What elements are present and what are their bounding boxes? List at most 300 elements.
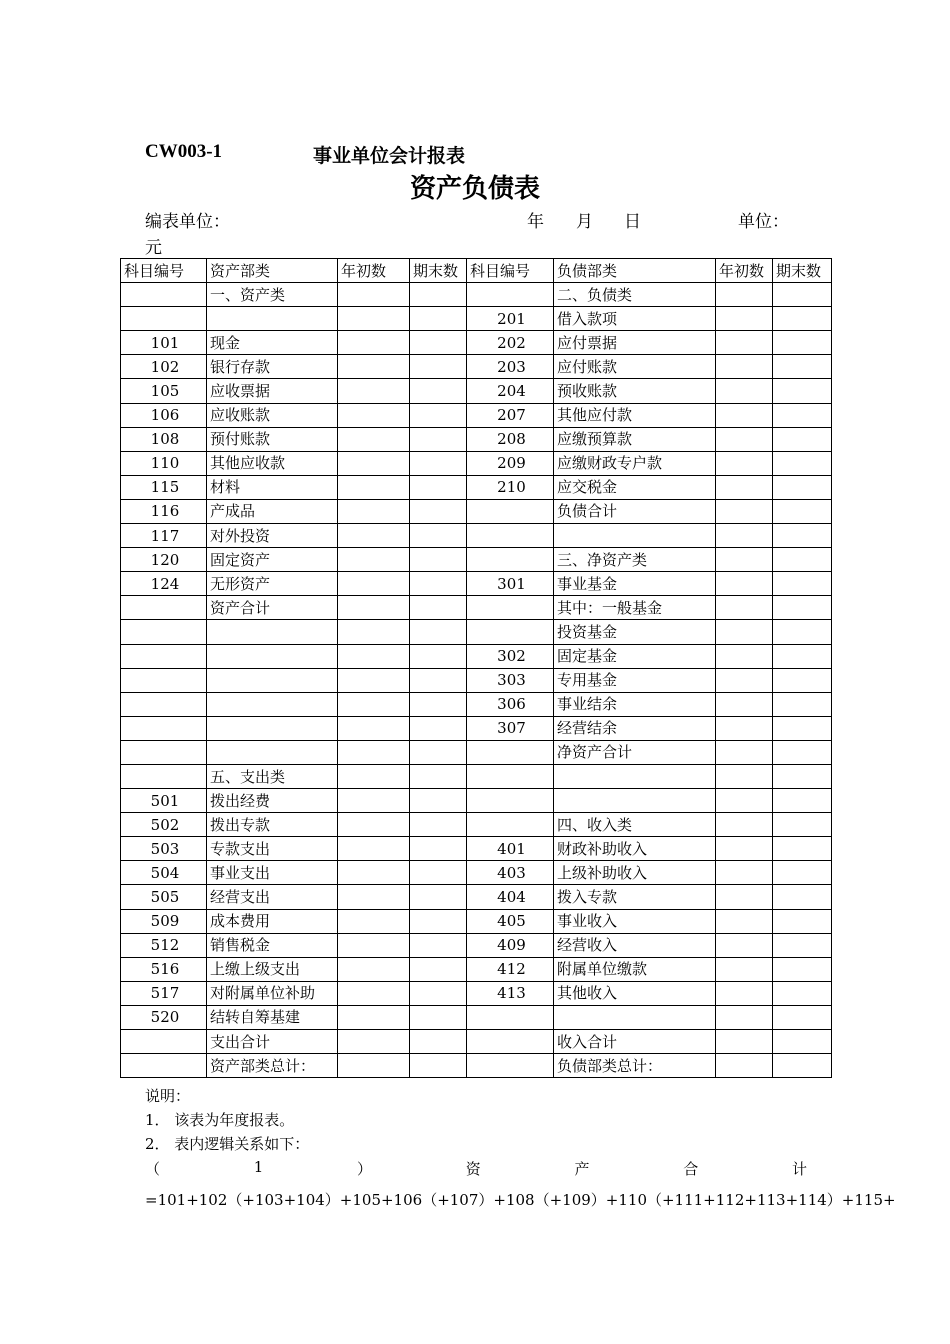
liability-code-cell: 202 <box>467 331 554 355</box>
asset-item-cell <box>207 740 338 764</box>
asset-opening-cell <box>338 981 410 1005</box>
asset-closing-cell <box>410 499 467 523</box>
asset-opening-cell <box>338 548 410 572</box>
asset-opening-cell <box>338 283 410 307</box>
table-row <box>121 668 832 692</box>
note-item-1: 1． 该表为年度报表。 <box>145 1111 295 1129</box>
liability-item-cell: 财政补助收入 <box>554 837 716 861</box>
liability-opening-cell <box>716 379 773 403</box>
formula-char: 资 <box>465 1160 481 1178</box>
asset-closing-cell <box>410 307 467 331</box>
table-row <box>121 716 832 740</box>
liability-code-cell: 209 <box>467 451 554 475</box>
liability-code-cell: 404 <box>467 885 554 909</box>
unit-value: 元 <box>145 238 162 258</box>
asset-opening-cell <box>338 524 410 548</box>
table-row <box>121 403 832 427</box>
asset-opening-cell <box>338 716 410 740</box>
report-code: CW003-1 <box>145 141 223 162</box>
liability-closing-cell <box>773 572 832 596</box>
asset-item-cell: 预付账款 <box>207 427 338 451</box>
liability-item-cell: 二、负债类 <box>554 283 716 307</box>
asset-code-cell: 117 <box>121 524 207 548</box>
liability-item-cell: 应缴财政专户款 <box>554 451 716 475</box>
asset-closing-cell <box>410 451 467 475</box>
formula-heading <box>145 1158 807 1179</box>
asset-opening-cell <box>338 427 410 451</box>
liability-opening-cell <box>716 909 773 933</box>
liability-code-cell: 210 <box>467 475 554 499</box>
preparer-label: 编表单位： <box>145 212 230 232</box>
liability-item-cell: 其他应付款 <box>554 403 716 427</box>
liability-code-cell <box>467 620 554 644</box>
liability-code-cell: 307 <box>467 716 554 740</box>
liability-code-cell <box>467 813 554 837</box>
asset-code-cell: 110 <box>121 451 207 475</box>
asset-code-cell: 501 <box>121 789 207 813</box>
asset-opening-cell <box>338 668 410 692</box>
liability-closing-cell <box>773 427 832 451</box>
asset-closing-cell <box>410 596 467 620</box>
asset-item-cell <box>207 716 338 740</box>
liability-closing-cell <box>773 764 832 788</box>
formula-char: 产 <box>574 1160 590 1178</box>
liability-item-cell: 上级补助收入 <box>554 861 716 885</box>
liability-item-cell: 附属单位缴款 <box>554 957 716 981</box>
table-row <box>121 837 832 861</box>
asset-opening-cell <box>338 596 410 620</box>
asset-closing-cell <box>410 813 467 837</box>
asset-closing-cell <box>410 572 467 596</box>
asset-code-cell <box>121 740 207 764</box>
liability-item-cell: 负债合计 <box>554 499 716 523</box>
asset-closing-cell <box>410 764 467 788</box>
liability-item-cell: 负债部类总计： <box>554 1054 716 1078</box>
asset-item-cell: 拨出经费 <box>207 789 338 813</box>
liability-closing-cell <box>773 307 832 331</box>
liability-code-cell: 207 <box>467 403 554 427</box>
asset-opening-cell <box>338 307 410 331</box>
liability-item-cell <box>554 524 716 548</box>
liability-opening-cell <box>716 355 773 379</box>
table-row <box>121 909 832 933</box>
asset-item-cell: 拨出专款 <box>207 813 338 837</box>
table-row <box>121 572 832 596</box>
liability-code-cell: 301 <box>467 572 554 596</box>
asset-item-cell: 成本费用 <box>207 909 338 933</box>
asset-code-cell <box>121 716 207 740</box>
liability-item-cell: 其他收入 <box>554 981 716 1005</box>
liability-closing-cell <box>773 283 832 307</box>
table-row <box>121 885 832 909</box>
table-row <box>121 379 832 403</box>
asset-closing-cell <box>410 885 467 909</box>
asset-item-cell <box>207 668 338 692</box>
liability-closing-cell <box>773 644 832 668</box>
asset-item-cell <box>207 620 338 644</box>
liability-item-cell <box>554 1005 716 1029</box>
asset-closing-cell <box>410 957 467 981</box>
formula-char: 合 <box>683 1160 699 1178</box>
asset-item-cell: 材料 <box>207 475 338 499</box>
liability-opening-cell <box>716 692 773 716</box>
asset-opening-cell <box>338 572 410 596</box>
asset-code-cell <box>121 283 207 307</box>
liability-item-cell: 预收账款 <box>554 379 716 403</box>
asset-opening-cell <box>338 620 410 644</box>
asset-opening-cell <box>338 909 410 933</box>
asset-opening-cell <box>338 1005 410 1029</box>
asset-code-cell <box>121 644 207 668</box>
liability-opening-cell <box>716 861 773 885</box>
year-label: 年 <box>527 212 544 232</box>
liability-closing-cell <box>773 861 832 885</box>
asset-opening-cell <box>338 379 410 403</box>
table-row <box>121 1030 832 1054</box>
column-header: 期末数 <box>773 259 832 283</box>
liability-closing-cell <box>773 740 832 764</box>
liability-closing-cell <box>773 499 832 523</box>
asset-item-cell: 资产部类总计： <box>207 1054 338 1078</box>
liability-closing-cell <box>773 837 832 861</box>
liability-opening-cell <box>716 981 773 1005</box>
liability-opening-cell <box>716 548 773 572</box>
table-row <box>121 355 832 379</box>
liability-item-cell: 拨入专款 <box>554 885 716 909</box>
asset-code-cell: 101 <box>121 331 207 355</box>
liability-opening-cell <box>716 475 773 499</box>
asset-item-cell: 支出合计 <box>207 1030 338 1054</box>
asset-code-cell <box>121 668 207 692</box>
liability-closing-cell <box>773 451 832 475</box>
liability-opening-cell <box>716 524 773 548</box>
asset-item-cell: 产成品 <box>207 499 338 523</box>
liability-item-cell: 事业基金 <box>554 572 716 596</box>
notes-title: 说明： <box>145 1087 191 1105</box>
liability-code-cell: 405 <box>467 909 554 933</box>
asset-closing-cell <box>410 740 467 764</box>
liability-opening-cell <box>716 740 773 764</box>
liability-code-cell <box>467 524 554 548</box>
asset-code-cell: 512 <box>121 933 207 957</box>
liability-item-cell <box>554 789 716 813</box>
asset-opening-cell <box>338 475 410 499</box>
table-header-row <box>121 259 832 283</box>
asset-code-cell: 108 <box>121 427 207 451</box>
formula-char: （ <box>145 1160 161 1178</box>
liability-item-cell: 固定基金 <box>554 644 716 668</box>
liability-item-cell: 应缴预算款 <box>554 427 716 451</box>
asset-code-cell: 503 <box>121 837 207 861</box>
column-header: 科目编号 <box>121 259 207 283</box>
liability-code-cell <box>467 1054 554 1078</box>
liability-item-cell: 投资基金 <box>554 620 716 644</box>
liability-closing-cell <box>773 331 832 355</box>
asset-opening-cell <box>338 933 410 957</box>
asset-code-cell <box>121 307 207 331</box>
asset-code-cell: 124 <box>121 572 207 596</box>
table-row <box>121 475 832 499</box>
table-row <box>121 307 832 331</box>
table-row <box>121 499 832 523</box>
asset-closing-cell <box>410 789 467 813</box>
asset-code-cell: 116 <box>121 499 207 523</box>
asset-closing-cell <box>410 1005 467 1029</box>
table-row <box>121 813 832 837</box>
asset-closing-cell <box>410 524 467 548</box>
liability-item-cell: 四、收入类 <box>554 813 716 837</box>
balance-sheet-table <box>120 258 832 1078</box>
asset-closing-cell <box>410 668 467 692</box>
asset-item-cell: 其他应收款 <box>207 451 338 475</box>
liability-opening-cell <box>716 813 773 837</box>
liability-code-cell: 403 <box>467 861 554 885</box>
asset-opening-cell <box>338 355 410 379</box>
liability-closing-cell <box>773 668 832 692</box>
asset-opening-cell <box>338 499 410 523</box>
liability-code-cell <box>467 740 554 764</box>
liability-closing-cell <box>773 524 832 548</box>
page-title: 资产负债表 <box>409 174 540 204</box>
liability-closing-cell <box>773 1005 832 1029</box>
liability-code-cell <box>467 789 554 813</box>
asset-item-cell: 应收账款 <box>207 403 338 427</box>
liability-closing-cell <box>773 548 832 572</box>
asset-opening-cell <box>338 861 410 885</box>
asset-opening-cell <box>338 957 410 981</box>
liability-opening-cell <box>716 957 773 981</box>
asset-code-cell: 509 <box>121 909 207 933</box>
formula-char: 1 <box>253 1158 264 1176</box>
liability-opening-cell <box>716 1005 773 1029</box>
liability-opening-cell <box>716 572 773 596</box>
asset-closing-cell <box>410 909 467 933</box>
liability-code-cell <box>467 283 554 307</box>
formula-char: ） <box>357 1160 373 1178</box>
liability-code-cell <box>467 596 554 620</box>
asset-code-cell: 520 <box>121 1005 207 1029</box>
asset-closing-cell <box>410 1030 467 1054</box>
table-row <box>121 620 832 644</box>
liability-item-cell: 应付票据 <box>554 331 716 355</box>
asset-closing-cell <box>410 548 467 572</box>
table-row <box>121 957 832 981</box>
liability-opening-cell <box>716 885 773 909</box>
liability-closing-cell <box>773 981 832 1005</box>
asset-code-cell: 504 <box>121 861 207 885</box>
liability-opening-cell <box>716 331 773 355</box>
liability-item-cell: 收入合计 <box>554 1030 716 1054</box>
liability-opening-cell <box>716 403 773 427</box>
asset-opening-cell <box>338 403 410 427</box>
asset-item-cell: 结转自筹基建 <box>207 1005 338 1029</box>
liability-item-cell: 专用基金 <box>554 668 716 692</box>
table-row <box>121 789 832 813</box>
asset-item-cell <box>207 692 338 716</box>
liability-closing-cell <box>773 933 832 957</box>
report-category-title: 事业单位会计报表 <box>313 145 466 167</box>
liability-opening-cell <box>716 499 773 523</box>
asset-closing-cell <box>410 403 467 427</box>
asset-closing-cell <box>410 837 467 861</box>
asset-closing-cell <box>410 716 467 740</box>
asset-opening-cell <box>338 451 410 475</box>
column-header: 期末数 <box>410 259 467 283</box>
liability-closing-cell <box>773 789 832 813</box>
asset-item-cell: 销售税金 <box>207 933 338 957</box>
table-row <box>121 1054 832 1078</box>
liability-item-cell: 事业结余 <box>554 692 716 716</box>
liability-code-cell: 412 <box>467 957 554 981</box>
liability-closing-cell <box>773 620 832 644</box>
liability-item-cell: 经营结余 <box>554 716 716 740</box>
liability-closing-cell <box>773 813 832 837</box>
liability-code-cell <box>467 499 554 523</box>
liability-opening-cell <box>716 1054 773 1078</box>
liability-code-cell: 303 <box>467 668 554 692</box>
table-row <box>121 861 832 885</box>
liability-opening-cell <box>716 789 773 813</box>
asset-opening-cell <box>338 764 410 788</box>
asset-closing-cell <box>410 427 467 451</box>
asset-closing-cell <box>410 861 467 885</box>
liability-opening-cell <box>716 1030 773 1054</box>
liability-closing-cell <box>773 957 832 981</box>
asset-opening-cell <box>338 813 410 837</box>
asset-item-cell: 专款支出 <box>207 837 338 861</box>
asset-item-cell: 上缴上级支出 <box>207 957 338 981</box>
asset-closing-cell <box>410 933 467 957</box>
asset-item-cell: 固定资产 <box>207 548 338 572</box>
liability-closing-cell <box>773 692 832 716</box>
asset-closing-cell <box>410 475 467 499</box>
column-header: 资产部类 <box>207 259 338 283</box>
asset-opening-cell <box>338 740 410 764</box>
table-row <box>121 981 832 1005</box>
table-row <box>121 548 832 572</box>
asset-item-cell: 一、资产类 <box>207 283 338 307</box>
asset-closing-cell <box>410 283 467 307</box>
asset-item-cell: 对附属单位补助 <box>207 981 338 1005</box>
asset-code-cell <box>121 764 207 788</box>
liability-closing-cell <box>773 1030 832 1054</box>
liability-item-cell: 应付账款 <box>554 355 716 379</box>
liability-code-cell <box>467 764 554 788</box>
table-row <box>121 524 832 548</box>
asset-closing-cell <box>410 1054 467 1078</box>
liability-opening-cell <box>716 716 773 740</box>
asset-closing-cell <box>410 331 467 355</box>
column-header: 年初数 <box>338 259 410 283</box>
liability-opening-cell <box>716 307 773 331</box>
asset-code-cell: 516 <box>121 957 207 981</box>
month-label: 月 <box>576 212 593 232</box>
asset-closing-cell <box>410 620 467 644</box>
liability-opening-cell <box>716 596 773 620</box>
asset-code-cell <box>121 596 207 620</box>
table-row <box>121 283 832 307</box>
liability-item-cell: 其中：一般基金 <box>554 596 716 620</box>
liability-closing-cell <box>773 909 832 933</box>
liability-item-cell: 经营收入 <box>554 933 716 957</box>
asset-code-cell: 505 <box>121 885 207 909</box>
asset-code-cell <box>121 692 207 716</box>
asset-code-cell: 517 <box>121 981 207 1005</box>
liability-code-cell: 204 <box>467 379 554 403</box>
asset-closing-cell <box>410 379 467 403</box>
liability-code-cell: 208 <box>467 427 554 451</box>
asset-code-cell <box>121 620 207 644</box>
liability-code-cell: 401 <box>467 837 554 861</box>
asset-code-cell: 120 <box>121 548 207 572</box>
liability-item-cell: 三、净资产类 <box>554 548 716 572</box>
liability-opening-cell <box>716 837 773 861</box>
asset-item-cell <box>207 307 338 331</box>
liability-closing-cell <box>773 475 832 499</box>
liability-code-cell: 201 <box>467 307 554 331</box>
asset-code-cell: 115 <box>121 475 207 499</box>
column-header: 科目编号 <box>467 259 554 283</box>
liability-opening-cell <box>716 283 773 307</box>
liability-opening-cell <box>716 933 773 957</box>
liability-opening-cell <box>716 668 773 692</box>
liability-opening-cell <box>716 451 773 475</box>
liability-code-cell: 413 <box>467 981 554 1005</box>
table-row <box>121 1005 832 1029</box>
liability-item-cell: 净资产合计 <box>554 740 716 764</box>
liability-code-cell: 302 <box>467 644 554 668</box>
asset-item-cell: 五、支出类 <box>207 764 338 788</box>
liability-closing-cell <box>773 596 832 620</box>
asset-code-cell <box>121 1054 207 1078</box>
liability-closing-cell <box>773 355 832 379</box>
asset-code-cell: 502 <box>121 813 207 837</box>
asset-item-cell: 无形资产 <box>207 572 338 596</box>
liability-closing-cell <box>773 403 832 427</box>
liability-item-cell: 应交税金 <box>554 475 716 499</box>
liability-closing-cell <box>773 379 832 403</box>
liability-closing-cell <box>773 1054 832 1078</box>
table-row <box>121 933 832 957</box>
table-row <box>121 427 832 451</box>
liability-code-cell: 409 <box>467 933 554 957</box>
liability-opening-cell <box>716 620 773 644</box>
asset-closing-cell <box>410 692 467 716</box>
asset-opening-cell <box>338 885 410 909</box>
asset-closing-cell <box>410 981 467 1005</box>
asset-item-cell: 经营支出 <box>207 885 338 909</box>
asset-item-cell <box>207 644 338 668</box>
liability-code-cell <box>467 548 554 572</box>
asset-opening-cell <box>338 789 410 813</box>
asset-code-cell <box>121 1030 207 1054</box>
asset-item-cell: 银行存款 <box>207 355 338 379</box>
formula-char: 计 <box>791 1160 807 1178</box>
table-row <box>121 740 832 764</box>
unit-label: 单位： <box>738 212 789 232</box>
asset-opening-cell <box>338 331 410 355</box>
asset-opening-cell <box>338 1030 410 1054</box>
liability-code-cell: 203 <box>467 355 554 379</box>
liability-code-cell <box>467 1030 554 1054</box>
asset-item-cell: 应收票据 <box>207 379 338 403</box>
liability-item-cell: 借入款项 <box>554 307 716 331</box>
asset-code-cell: 102 <box>121 355 207 379</box>
liability-opening-cell <box>716 644 773 668</box>
asset-opening-cell <box>338 837 410 861</box>
asset-item-cell: 现金 <box>207 331 338 355</box>
liability-opening-cell <box>716 427 773 451</box>
